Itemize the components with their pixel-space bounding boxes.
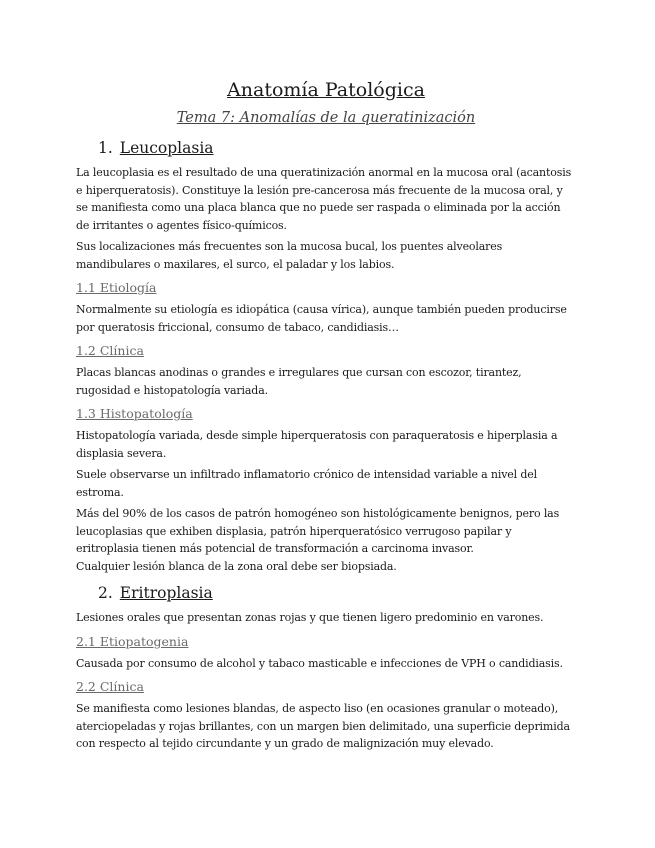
subsection-heading-histopatologia: 1.3 Histopatología — [76, 406, 193, 421]
paragraph: La leucoplasia es el resultado de una queratinización anormal en la mucosa oral (acantosis e hiperqueratosis). Constituye la lesión pre-cancerosa más frecuente de la mucosa oral, y se manifiesta como una placa blanca que no puede ser raspada o eliminada por la acción de irritantes o agentes físico-químicos. — [76, 166, 572, 232]
subsection-heading-clinica: 1.2 Clínica — [76, 343, 144, 358]
section-heading-eritroplasia — [98, 583, 576, 603]
section-number: 1. — [98, 139, 113, 157]
paragraph: Cualquier lesión blanca de la zona oral debe ser biopsiada. — [76, 559, 397, 573]
paragraph: Placas blancas anodinas o grandes e irregulares que cursan con escozor, tirantez, rugosidad e histopatología variada. — [76, 366, 522, 397]
paragraph: Histopatología variada, desde simple hiperqueratosis con paraqueratosis e hiperplasia a displasia severa. — [76, 429, 558, 460]
paragraph: Lesiones orales que presentan zonas rojas y que tienen ligero predominio en varones. — [76, 611, 544, 624]
paragraph: Causada por consumo de alcohol y tabaco masticable e infecciones de VPH o candidiasis. — [76, 656, 563, 670]
subsection-heading-etiopatogenia: 2.1 Etiopatogenia — [76, 633, 189, 649]
document-page — [76, 78, 576, 757]
subsection-heading-clinica-2: 2.2 Clínica — [76, 679, 144, 694]
paragraph: Sus localizaciones más frecuentes son la mucosa bucal, los puentes alveolares mandibulares o maxilares, el surco, el paladar y los labios. — [76, 240, 503, 271]
section-heading-leucoplasia — [98, 138, 576, 158]
paragraph: Suele observarse un infiltrado inflamatorio crónico de intensidad variable a nivel del estroma. — [76, 468, 537, 499]
paragraph: Normalmente su etiología es idiopática (causa vírica), aunque también pueden producirse por queratosis friccional, consumo de tabaco, candidiasis… — [76, 303, 567, 334]
section-number: 2. — [98, 584, 113, 602]
paragraph: Más del 90% de los casos de patrón homogéneo son histológicamente benignos, pero las leucoplasias que exhiben displasia, patrón hiperqueratósico verrugoso papilar y eritroplasia tienen más potencial de transformación a carcinoma invasor. — [76, 507, 560, 555]
document-title: Anatomía Patológica — [227, 79, 425, 101]
subsection-heading-etiologia: 1.1 Etiología — [76, 280, 157, 295]
document-subtitle: Tema 7: Anomalías de la queratinización — [176, 110, 476, 126]
section-title: Eritroplasia — [119, 584, 213, 602]
section-title: Leucoplasia — [119, 139, 214, 157]
paragraph: Se manifiesta como lesiones blandas, de aspecto liso (en ocasiones granular o moteado), aterciopeladas y rojas brillantes, con un margen bien delimitado, una superficie deprimida con respecto al tejido circundante y un grado de malignización muy elevado. — [76, 702, 570, 750]
